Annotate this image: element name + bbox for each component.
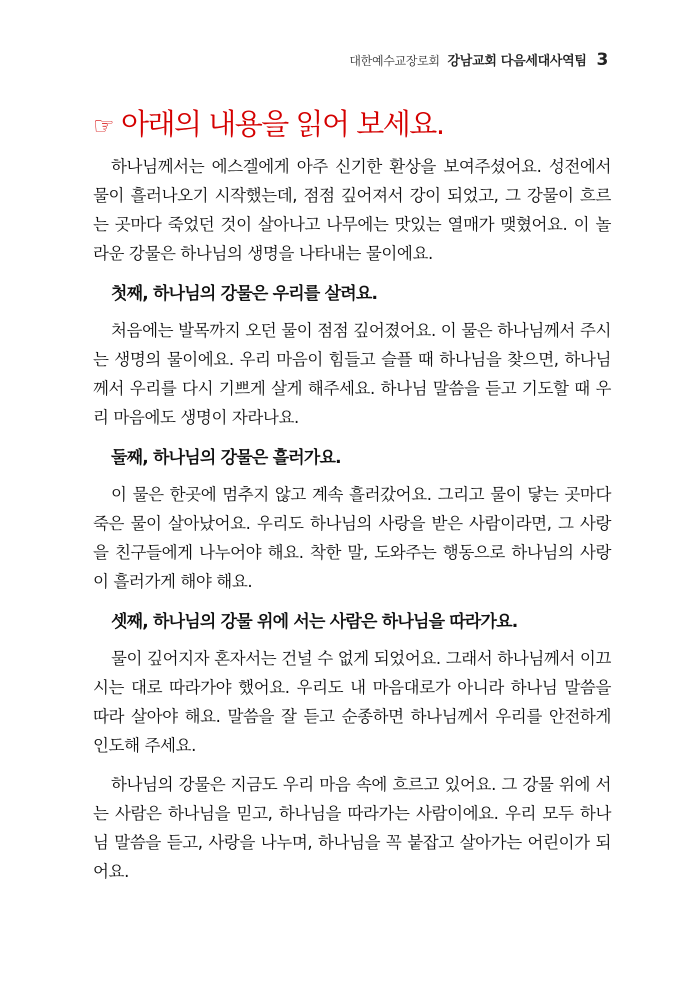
second-point-text: 이 물은 한곳에 멈추지 않고 계속 흘러갔어요. 그리고 물이 닿는 곳마다 죽은 물이 살아났어요. 우리도 하나님의 사랑을 받은 사람이라면, 그 사랑을 친구들에게 나누어야 해요. 착한 말, 도와주는 행동으로 하나님의 사랑이 흘러가게 해야 해요. xyxy=(93,485,611,591)
intro-text: 하나님께서는 에스겔에게 아주 신기한 환상을 보여주셨어요. 성전에서 물이 흘러나오기 시작했는데, 점점 깊어져서 강이 되었고, 그 강물이 흐르는 곳마다 죽었던 것이 살아나고 나무에는 맛있는 열매가 맺혔어요. 이 놀라운 강물은 하나님의 생명을 나타내는 물이에요. xyxy=(93,157,611,263)
pointing-hand-icon: ☞ xyxy=(93,112,114,140)
intro-paragraph xyxy=(93,152,611,268)
first-point-paragraph xyxy=(93,316,611,432)
first-point-text: 처음에는 발목까지 오던 물이 점점 깊어졌어요. 이 물은 하나님께서 주시는 생명의 물이에요. 우리 마음이 힘들고 슬플 때 하나님을 찾으면, 하나님께서 우리를 다시 기쁘게 살게 해주세요. 하나님 말씀을 듣고 기도할 때 우리 마음에도 생명이 자라나요. xyxy=(93,321,611,427)
paragraph-spacer xyxy=(93,760,611,770)
third-point-title: 셋째, 하나님의 강물 위에 서는 사람은 하나님을 따라가요. xyxy=(111,612,518,632)
first-point-title: 첫째, 하나님의 강물은 우리를 살려요. xyxy=(111,284,378,304)
section-heading xyxy=(93,102,444,143)
page-number: 3 xyxy=(596,50,608,70)
second-point-title: 둘째, 하나님의 강물은 흘러가요. xyxy=(111,448,341,468)
body-content xyxy=(93,152,611,886)
header-team: 강남교회 다음세대사역팀 xyxy=(447,54,587,69)
header-organization: 대한예수교장로회 xyxy=(349,54,440,68)
third-point-paragraph xyxy=(93,644,611,760)
closing-text: 하나님의 강물은 지금도 우리 마음 속에 흐르고 있어요. 그 강물 위에 서는 사람은 하나님을 믿고, 하나님을 따라가는 사람이에요. 우리 모두 하나님 말씀을 듣고, 사랑을 나누며, 하나님을 꼭 붙잡고 살아가는 어린이가 되어요. xyxy=(93,775,611,881)
third-point-text: 물이 깊어지자 혼자서는 건널 수 없게 되었어요. 그래서 하나님께서 이끄시는 대로 따라가야 했어요. 우리도 내 마음대로가 아니라 하나님 말씀을 따라 살아야 해요. 말씀을 잘 듣고 순종하면 하나님께서 우리를 안전하게 인도해 주세요. xyxy=(93,649,611,755)
page-header xyxy=(349,50,608,70)
closing-paragraph xyxy=(93,770,611,886)
second-point-paragraph xyxy=(93,480,611,596)
heading-text: 아래의 내용을 읽어 보세요. xyxy=(121,107,444,141)
